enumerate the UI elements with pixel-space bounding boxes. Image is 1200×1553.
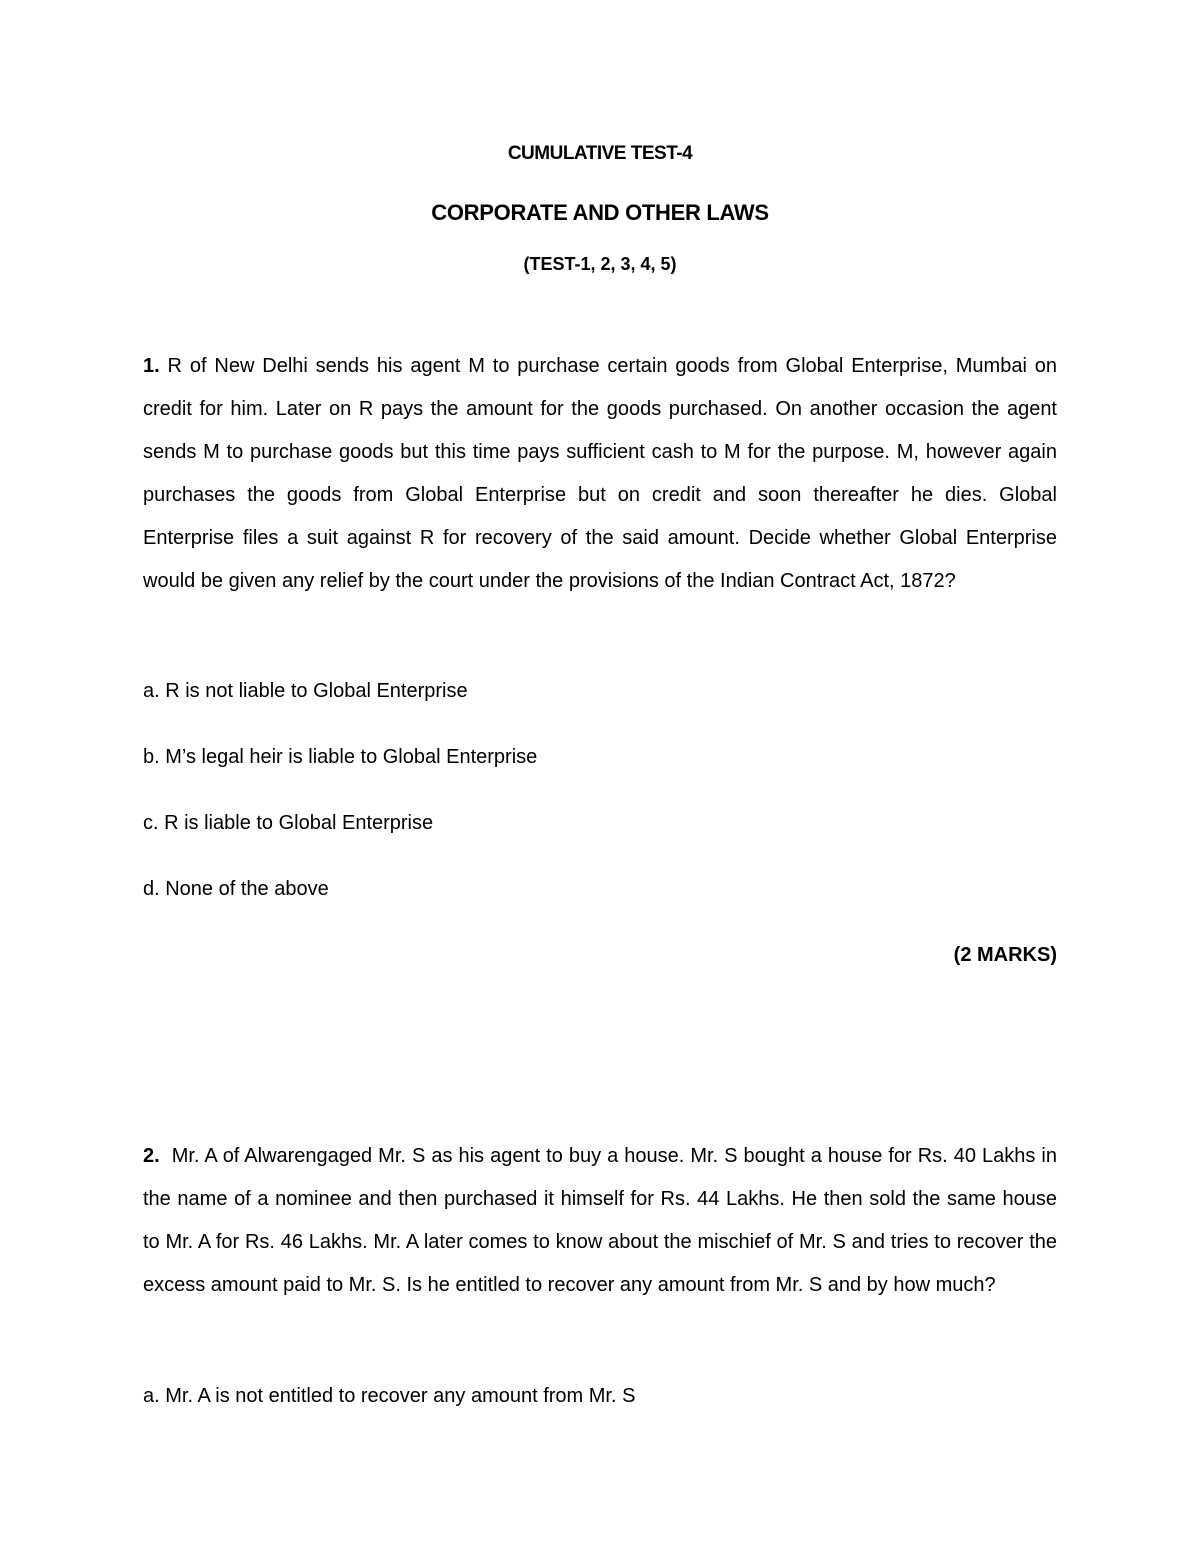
- question-1-option-a: a. R is not liable to Global Enterprise: [143, 680, 468, 702]
- question-1-option-d: d. None of the above: [143, 878, 329, 900]
- subject-title: CORPORATE AND OTHER LAWS: [431, 200, 769, 225]
- question-1-text: R of New Delhi sends his agent M to purchase certain goods from Global Enterprise, Mumbai on credit for him. Later on R pays the amount for the goods purchased. On another occasion the agent sends M to purchase goods but this time pays sufficient cash to M for the purpose. M, however again purchases the goods from Global Enterprise but on credit and soon thereafter he dies. Global Enterprise files a suit against R for recovery of the said amount. Decide whether Global Enterprise would be given any relief by the court under the provisions of the Indian Contract Act, 1872?: [143, 355, 1057, 592]
- question-2: [143, 1135, 1057, 1307]
- question-1-option-c: c. R is liable to Global Enterprise: [143, 812, 434, 834]
- question-1-number: 1.: [143, 355, 160, 377]
- question-2-number: 2.: [143, 1145, 160, 1167]
- test-title: CUMULATIVE TEST-4: [507, 143, 693, 164]
- question-2-text: Mr. A of Alwarengaged Mr. S as his agent to buy a house. Mr. S bought a house for Rs. 40 Lakhs in the name of a nominee and then purchased it himself for Rs. 44 Lakhs. He then sold the same house to Mr. A for Rs. 46 Lakhs. Mr. A later comes to know about the mischief of Mr. S and tries to recover the excess amount paid to Mr. S. Is he entitled to recover any amount from Mr. S and by how much?: [143, 1145, 1057, 1296]
- question-1-marks: (2 MARKS): [953, 944, 1057, 966]
- question-1-option-b: b. M’s legal heir is liable to Global Enterprise: [143, 746, 538, 768]
- question-2-option-a: a. Mr. A is not entitled to recover any amount from Mr. S: [143, 1385, 636, 1407]
- tests-covered: (TEST-1, 2, 3, 4, 5): [523, 254, 677, 274]
- question-1: [143, 345, 1057, 603]
